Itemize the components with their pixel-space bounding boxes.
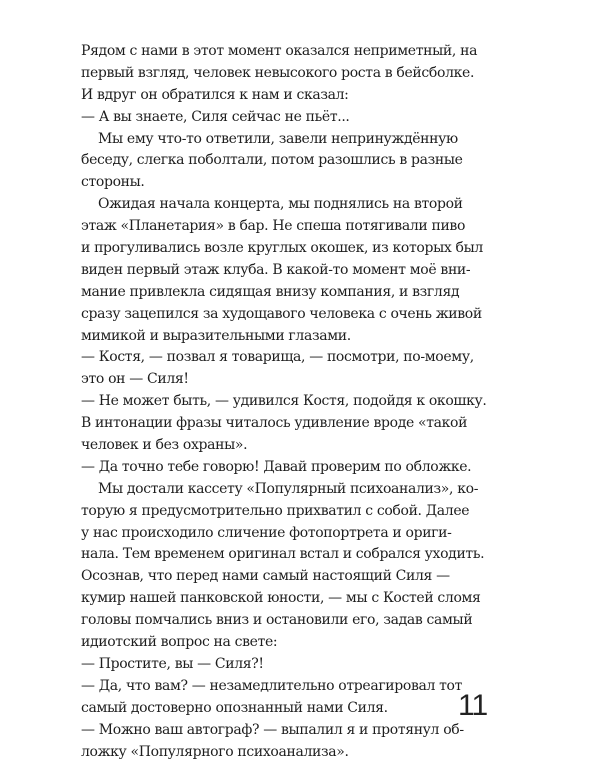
text-line: идиотский вопрос на свете: — [81, 632, 484, 654]
text-line: торую я предусмотрительно прихватил с собой. Далее — [81, 501, 484, 523]
text-line: ложку «Популярного психоанализа». — [81, 742, 484, 763]
text-line: — А вы знаете, Силя сейчас не пьёт... — [81, 107, 484, 129]
text-line: И вдруг он обратился к нам и сказал: — [81, 85, 484, 107]
text-line: первый взгляд, человек невысокого роста в бейсболке. — [81, 63, 484, 85]
text-line: — Простите, вы — Силя?! — [81, 654, 484, 676]
text-line: Осознав, что перед нами самый настоящий Силя — — [81, 566, 484, 588]
text-line: это он — Силя! — [81, 369, 484, 391]
text-line: — Костя, — позвал я товарища, — посмотри, по-моему, — [81, 347, 484, 369]
text-line: — Да точно тебе говорю! Давай проверим по обложке. — [81, 457, 484, 479]
text-line: этаж «Планетария» в бар. Не спеша потягивали пиво — [81, 216, 484, 238]
text-line: у нас происходило сличение фотопортрета и ориги- — [81, 523, 484, 545]
text-line: Мы ему что-то ответили, завели непринуждённую — [81, 129, 484, 151]
text-line: Мы достали кассету «Популярный психоанализ», ко- — [81, 479, 484, 501]
text-line: кумир нашей панковской юности, — мы с Костей сломя — [81, 588, 484, 610]
page-number: 11 — [458, 691, 487, 721]
text-line: мание привлекла сидящая внизу компания, и взгляд — [81, 282, 484, 304]
text-line: сразу зацепился за худощавого человека с очень живой — [81, 304, 484, 326]
text-line: человек и без охраны». — [81, 435, 484, 457]
text-line: и прогуливались возле круглых окошек, из которых был — [81, 238, 484, 260]
text-line: самый достоверно опознанный нами Силя. — [81, 698, 484, 720]
text-line: Рядом с нами в этот момент оказался неприметный, на — [81, 41, 484, 63]
text-line: мимикой и выразительными глазами. — [81, 326, 484, 348]
text-line: нала. Тем временем оригинал встал и собрался уходить. — [81, 544, 484, 566]
text-line: виден первый этаж клуба. В какой-то момент моё вни- — [81, 260, 484, 282]
text-line: стороны. — [81, 172, 484, 194]
text-line: головы помчались вниз и остановили его, задав самый — [81, 610, 484, 632]
text-line: В интонации фразы читалось удивление вроде «такой — [81, 413, 484, 435]
text-line: — Да, что вам? — незамедлительно отреагировал тот — [81, 676, 484, 698]
text-line: — Не может быть, — удивился Костя, подойдя к окошку. — [81, 391, 484, 413]
text-line: — Можно ваш автограф? — выпалил я и протянул об- — [81, 720, 484, 742]
text-line: Ожидая начала концерта, мы поднялись на второй — [81, 194, 484, 216]
text-line: беседу, слегка поболтали, потом разошлись в разные — [81, 150, 484, 172]
body-text — [81, 41, 484, 763]
